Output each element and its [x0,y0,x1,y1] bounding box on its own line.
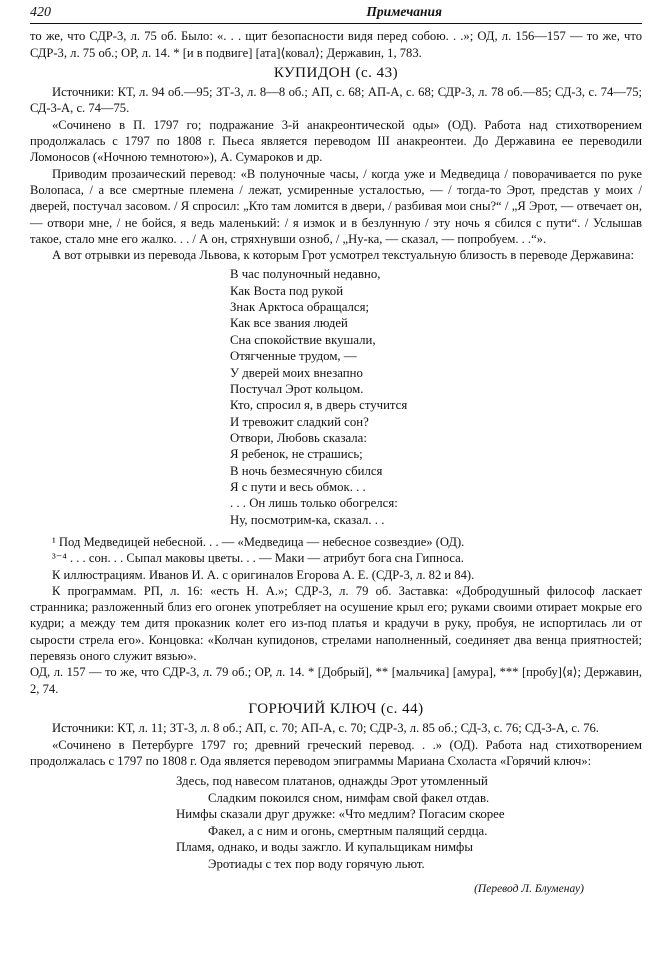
sources-paragraph: Источники: КТ, л. 94 об.—95; ЗТ-3, л. 8—8 об.; АП, с. 68; АП-А, с. 68; СДР-3, л. 78 об.—85; СД-3, с. 74—75; СД-3-А, с. 74—75. [30,85,642,116]
poem-line: Как все звания людей [230,316,348,331]
page-header [30,4,642,24]
note-paragraph: К программам. РП, л. 16: «есть Н. А.»; СДР-3, л. 79 об. Заставка: «Добродушный философ ласкает странника; разложенный близ его огонек употребляет на осушение крыл его; руками своими отирает мокрые его кудри; а между тем дитя проказник колет его из-под платья и крадучи в руку, пробуя, не испортилась ли от сырости стрела его». Концовка: «Колчан купидонов, стрелами наполненный, соединяет два венца приятностей; перевязь оного служит вязью». [30,583,642,664]
poem-line: . . . Он лишь только обогрелся: [230,496,398,511]
note-line: К иллюстрациям. Иванов И. А. с оригиналов Егорова А. Е. (СДР-3, л. 82 и 84). [52,567,475,582]
poem-line: У дверей моих внезапно [230,365,363,380]
poem-line: Постучал Эрот кольцом. [230,381,364,396]
poem-line: Отягченные трудом, — [230,349,357,364]
poem-line: В час полуночный недавно, [230,267,381,282]
note-paragraph: ОД, л. 157 — то же, что СДР-3, л. 79 об.; ОР, л. 14. * [Добрый], ** [мальчика] [амура], *** [пробу]⟨я⟩; Державин, 2, 74. [30,665,642,696]
poem-line: Пламя, однако, и воды зажгло. И купальщикам нимфы [176,840,473,855]
body-paragraph: Приводим прозаический перевод: «В полуночные часы, / когда уже и Медведица / поворачивается по руке Волопаса, / а все смертные племена / лежат, усмиренные усталостью, — / тогда-то Эрот, представ у моих / дверей, постучал засовом. / Я спросил: „Кто там ломится в двери, / разбивая мои сны?“ / „Я Эрот, — отвечает он, — отвори мне, / не бойся, я ведь маленький: / я измок и в безлунную / эту ночь я сбился с пути“. / Услышав такое, стало мне его жалко. . . / А он, стряхнувши озноб, / „Ну-ка, — сказал, — попробуем. . .“». [30,166,642,246]
poem-line: Отвори, Любовь сказала: [230,430,367,445]
poem-line: Сна спокойствие вкушали, [230,332,376,347]
body-paragraph: «Сочинено в П. 1797 го; подражание 3-й анакреонтической оды» (ОД). Работа над стихотворением продолжалась с 1797 по 1808 г. Пьеса является переводом III анакреонтеи. До Державина ее переводили Ломоносов («Ночною темнотою»), А. Сумароков и др. [30,117,642,165]
document-page [30,4,642,897]
section-title-kupidon: КУПИДОН (с. 43) [273,64,399,81]
poem-line: Знак Арктоса обращался; [230,300,370,315]
poem-line: Ну, посмотрим-ка, сказал. . . [230,512,385,527]
poem-line: Факел, а с ним и огонь, смертным палящий сердца. [208,823,488,838]
body-paragraph: А вот отрывки из перевода Львова, к которым Грот усмотрел текстуальную близость в переводе Державина: [52,248,635,263]
poem-line: В ночь безмесячную сбился [230,463,383,478]
poem-epigram [30,773,642,873]
note-line: ³⁻⁴ . . . сон. . . Сыпал маковы цветы. . . — Маки — атрибут бога сна Гипноса. [52,551,464,566]
section-title-goryuchiy-klyuch: ГОРЮЧИЙ КЛЮЧ (с. 44) [248,700,424,717]
poem-line: Я ребенок, не страшись; [230,447,363,462]
sources-paragraph: Источники: КТ, л. 11; ЗТ-3, л. 8 об.; АП, с. 70; АП-А, с. 70; СДР-3, л. 85 об.; СД-3, с. 76; СД-3-А, с. 76. [52,721,599,736]
translation-credit: (Перевод Л. Блуменау) [474,882,584,895]
poem-line: Кто, спросил я, в дверь стучится [230,398,408,413]
poem-lvov [230,266,642,528]
page-number: 420 [30,5,51,20]
body-paragraph: «Сочинено в Петербурге 1797 го; древний греческий перевод. . .» (ОД). Работа над стихотворением продолжалась с 1797 по 1808 г. Ода является переводом эпиграммы Мариана Схоласта «Горячий ключ»: [30,737,642,768]
note-line: ¹ Под Медведицей небесной. . . — «Медведица — небесное созвездие» (ОД). [52,534,465,549]
poem-line: Здесь, под навесом платанов, однажды Эрот утомленный [176,774,488,789]
intro-paragraph: то же, что СДР-3, л. 75 об. Было: «. . . щит безопасности видя перед собою. . .»; ОД, л. 156—157 — то же, что СДР-3, л. 75 об.; ОР, л. 14. * [и в подвиге] [ата]⟨ковал⟩; Державин, 1, 783. [30,29,642,60]
poem-line: И тревожит сладкий сон? [230,414,369,429]
running-title: Примечания [366,4,442,19]
poem-line: Эротиады с тех пор воду горячую льют. [208,857,425,872]
poem-line: Нимфы сказали друг дружке: «Что медлим? Погасим скорее [176,807,505,822]
poem-line: Сладким покоился сном, нимфам свой факел отдав. [208,790,490,805]
poem-line: Как Воста под рукой [230,283,344,298]
poem-line: Я с пути и весь обмок. . . [230,479,366,494]
